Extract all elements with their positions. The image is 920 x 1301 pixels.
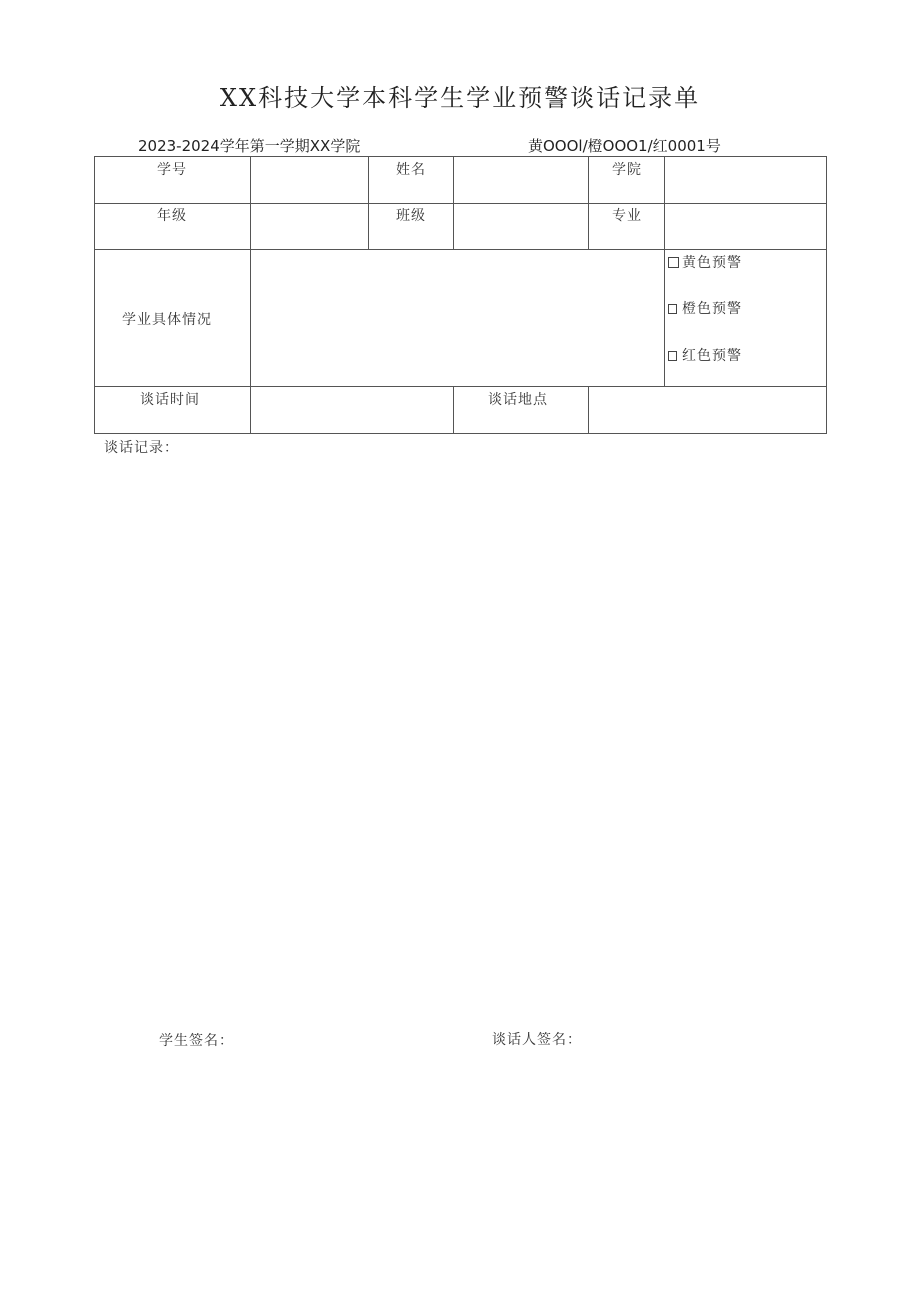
student-id-label: 学号 bbox=[157, 162, 187, 178]
term-line: 2023-2024学年第一学期XX学院 bbox=[138, 137, 361, 155]
class-label: 班级 bbox=[396, 208, 426, 224]
warning-option-red[interactable] bbox=[668, 345, 742, 365]
warning-option-orange[interactable] bbox=[668, 298, 742, 318]
academic-situation-label: 学业具体情况 bbox=[122, 312, 212, 328]
warning-option-label: 黄色预警 bbox=[682, 255, 742, 271]
serial-number: 黄OOOl/橙OOO1/红0001号 bbox=[528, 137, 721, 155]
warning-option-label: 红色预警 bbox=[682, 348, 742, 364]
talk-time-label: 谈话时间 bbox=[140, 392, 200, 408]
document-title: XX科技大学本科学生学业预警谈话记录单 bbox=[219, 84, 701, 112]
checkbox-icon[interactable] bbox=[668, 351, 677, 361]
interviewer-signature-label: 谈话人签名： bbox=[492, 1032, 582, 1048]
name-label: 姓名 bbox=[396, 162, 426, 178]
talk-place-label: 谈话地点 bbox=[488, 392, 548, 408]
checkbox-icon[interactable] bbox=[668, 304, 677, 314]
talk-record-label: 谈话记录： bbox=[104, 440, 179, 456]
warning-option-yellow[interactable] bbox=[668, 252, 742, 272]
student-signature-label: 学生签名： bbox=[159, 1033, 234, 1049]
college-label: 学院 bbox=[612, 162, 642, 178]
major-label: 专业 bbox=[612, 208, 642, 224]
warning-option-label: 橙色预警 bbox=[682, 301, 742, 317]
checkbox-icon[interactable] bbox=[668, 257, 679, 268]
grade-label: 年级 bbox=[157, 208, 187, 224]
